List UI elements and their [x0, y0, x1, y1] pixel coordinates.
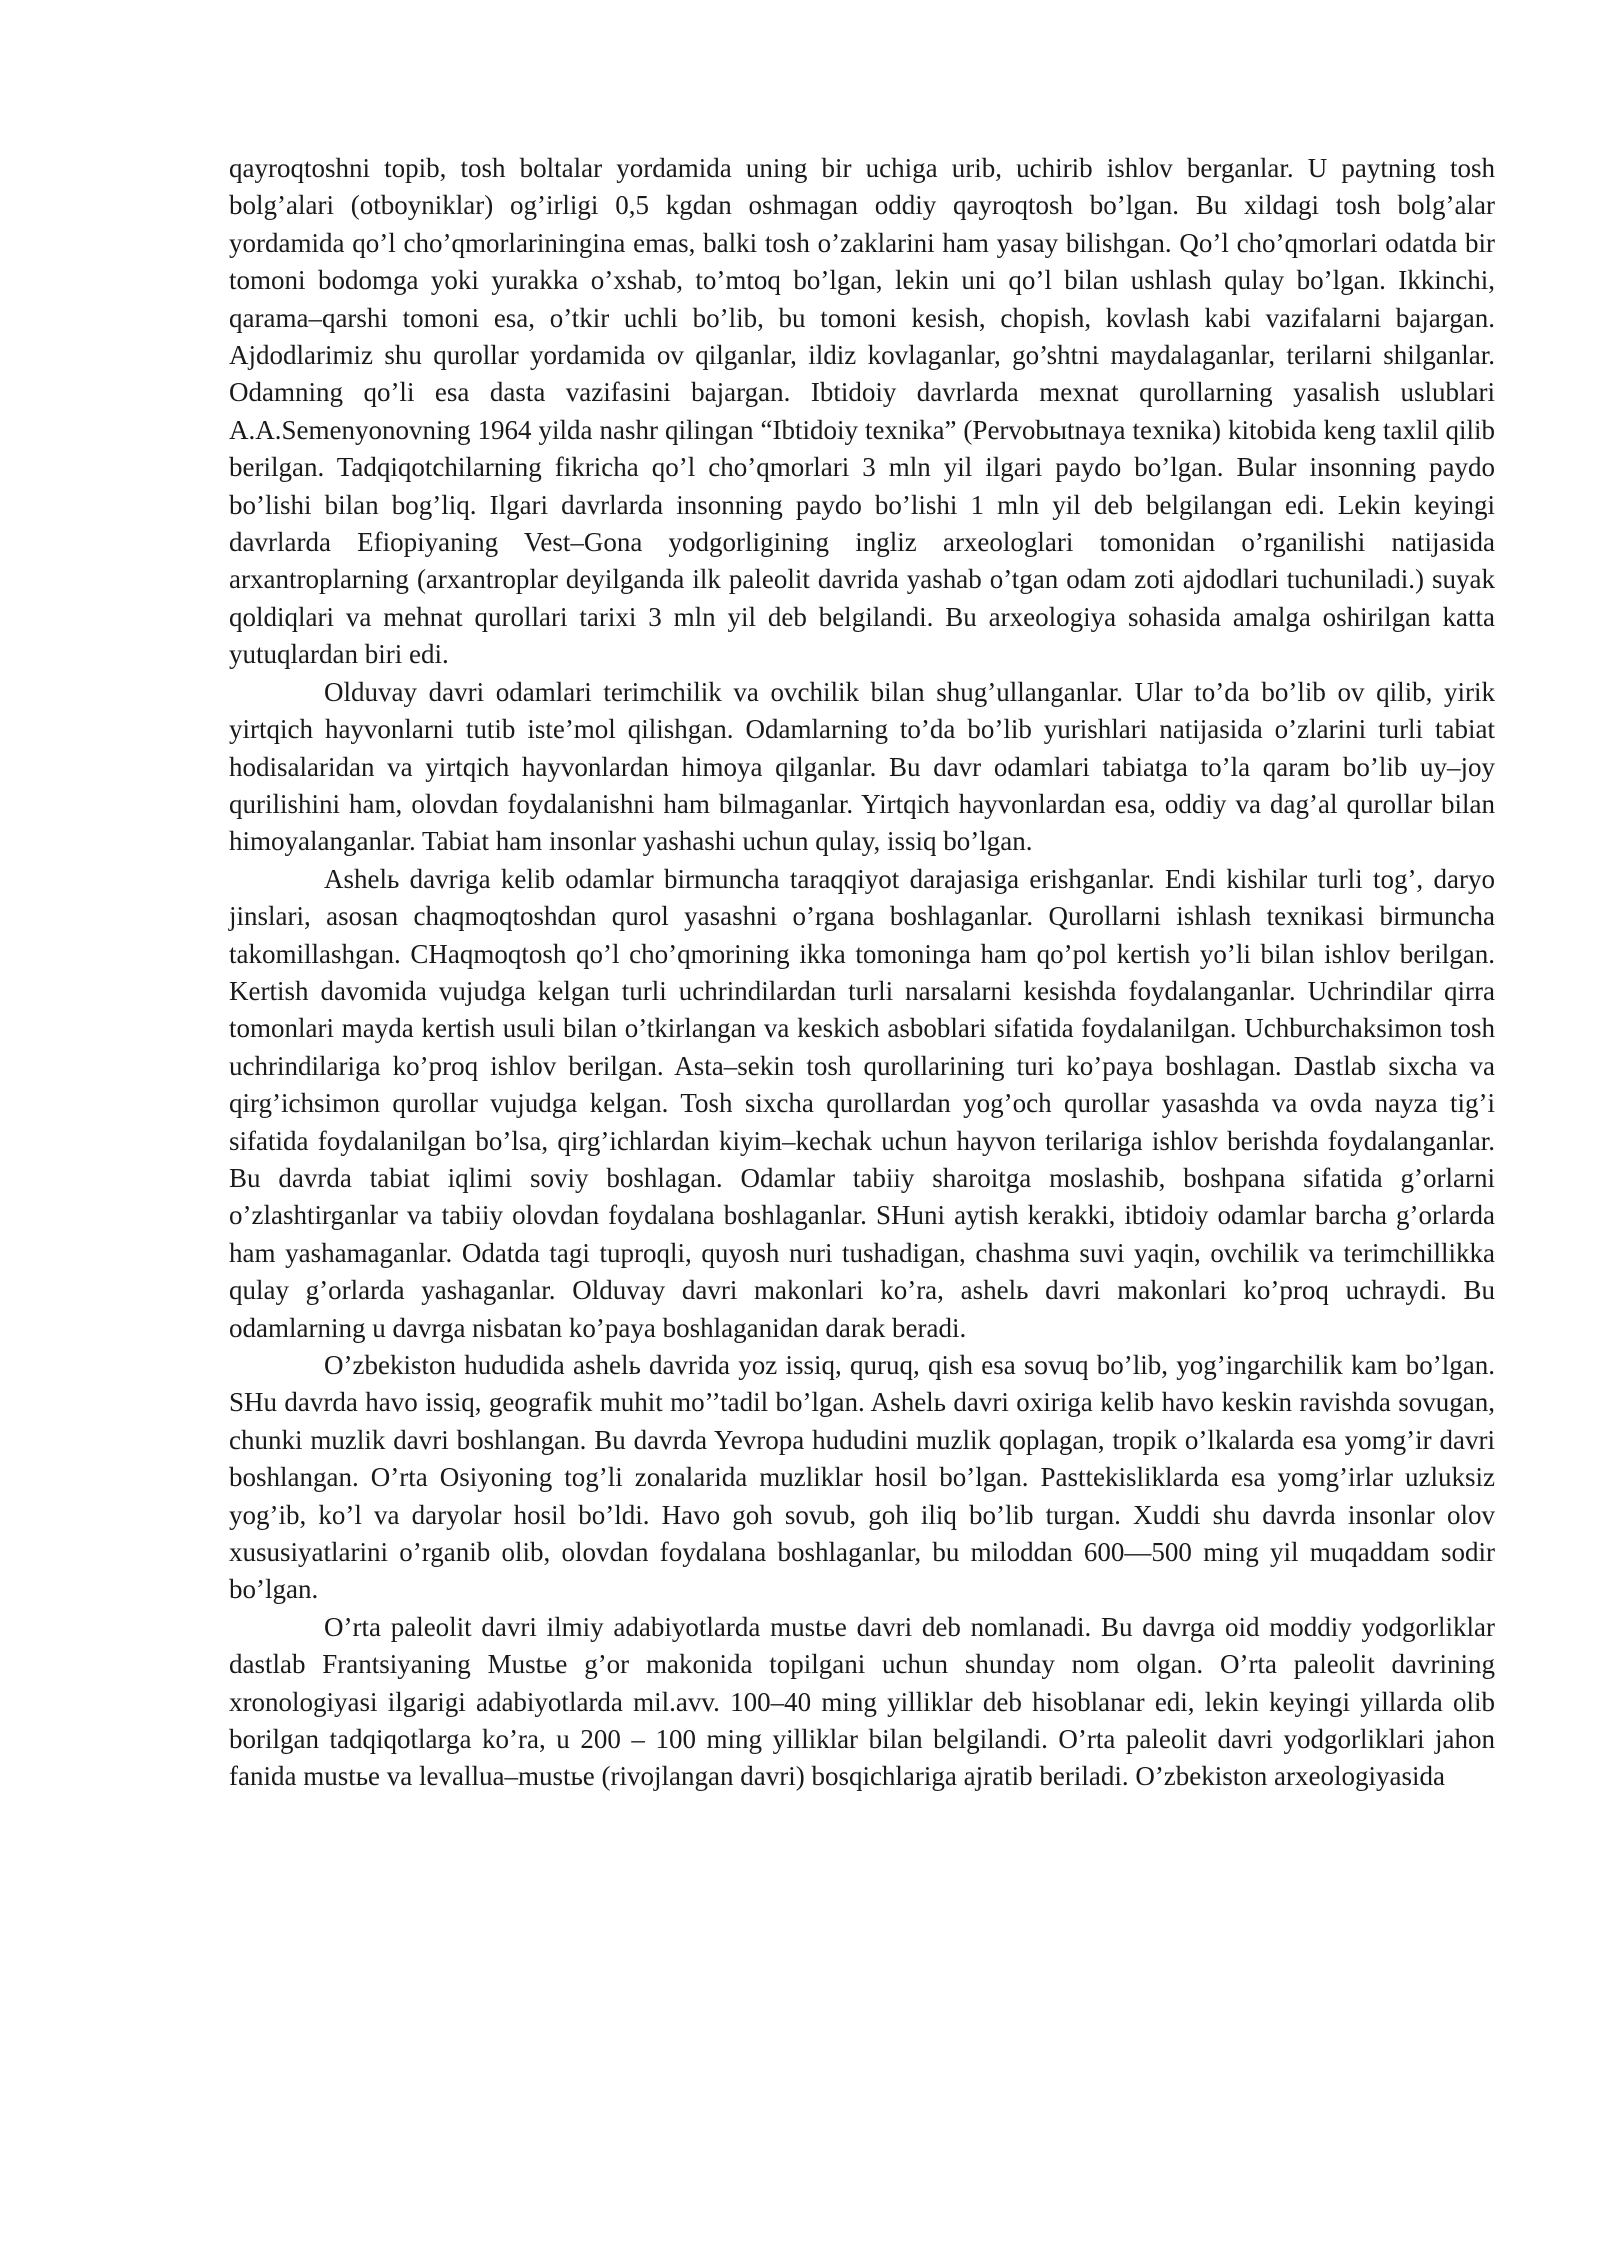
paragraph-1: qayroqtoshni topib, tosh boltalar yordamida uning bir uchiga urib, uchirib ishlov berganlar. U paytning tosh bolg’alari (otboyniklar) og’irligi 0,5 kgdan oshmagan oddiy qayroqtosh bo’lgan. Bu xildagi tosh bolg’alar yordamida qo’l cho’qmorlariningina emas, balki tosh o’zaklarini ham yasay bilishgan. Qo’l cho’qmorlari odatda bir tomoni bodomga yoki yurakka o’xshab, to’mtoq bo’lgan, lekin uni qo’l bilan ushlash qulay bo’lgan. Ikkinchi, qarama–qarshi tomoni esa, o’tkir uchli bo’lib, bu tomoni kesish, chopish, kovlash kabi vazifalarni bajargan. Ajdodlarimiz shu qurollar yordamida ov qilganlar, ildiz kovlaganlar, go’shtni maydalaganlar, terilarni shilganlar. Odamning qo’li esa dasta vazifasini bajargan. Ibtidoiy davrlarda mexnat qurollarning yasalish uslublari A.A.Semenyonovning 1964 yilda nashr qilingan “Ibtidoiy texnika” (Pervobыtnaya texnika) kitobida keng taxlil qilib berilgan. Tadqiqotchilarning fikricha qo’l cho’qmorlari 3 mln yil ilgari paydo bo’lgan. Bular insonning paydo bo’lishi bilan bog’liq. Ilgari davrlarda insonning paydo bo’lishi 1 mln yil deb belgilangan edi. Lekin keyingi davrlarda Efiopiyaning Vest–Gona yodgorligining ingliz arxeologlari tomonidan o’rganilishi natijasida arxantroplarning (arxantroplar deyilganda ilk paleolit davrida yashab o’tgan odam zoti ajdodlari tuchuniladi.) suyak qoldiqlari va mehnat qurollari tarixi 3 mln yil deb belgilandi. Bu arxeologiya sohasida amalga oshirilgan katta yutuqlardan biri edi. [229, 153, 1495, 670]
document-page [229, 150, 1495, 1796]
paragraph-3: Ashelь davriga kelib odamlar birmuncha taraqqiyot darajasiga erishganlar. Endi kishilar turli tog’, daryo jinslari, asosan chaqmoqtoshdan qurol yasashni o’rgana boshlaganlar. Qurollarni ishlash texnikasi birmuncha takomillashgan. CHaqmoqtosh qo’l cho’qmorining ikka tomoninga ham qo’pol kertish yo’li bilan ishlov berilgan. Kertish davomida vujudga kelgan turli uchrindilardan turli narsalarni kesishda foydalanganlar. Uchrindilar qirra tomonlari mayda kertish usuli bilan o’tkirlangan va keskich asboblari sifatida foydalanilgan. Uchburchaksimon tosh uchrindilariga ko’proq ishlov berilgan. Asta–sekin tosh qurollarining turi ko’paya boshlagan. Dastlab sixcha va qirg’ichsimon qurollar vujudga kelgan. Tosh sixcha qurollardan yog’och qurollar yasashda va ovda nayza tig’i sifatida foydalanilgan bo’lsa, qirg’ichlardan kiyim–kechak uchun hayvon terilariga ishlov berishda foydalanganlar. Bu davrda tabiat iqlimi soviy boshlagan. Odamlar tabiiy sharoitga moslashib, boshpana sifatida g’orlarni o’zlashtirganlar va tabiiy olovdan foydalana boshlaganlar. SHuni aytish kerakki, ibtidoiy odamlar barcha g’orlarda ham yashamaganlar. Odatda tagi tuproqli, quyosh nuri tushadigan, chashma suvi yaqin, ovchilik va terimchillikka qulay g’orlarda yashaganlar. Olduvay davri makonlari ko’ra, ashelь davri makonlari ko’proq uchraydi. Bu odamlarning u davrga nisbatan ko’paya boshlaganidan darak beradi. [229, 863, 1495, 1343]
paragraph-4: O’zbekiston hududida ashelь davrida yoz issiq, quruq, qish esa sovuq bo’lib, yog’ingarchilik kam bo’lgan. SHu davrda havo issiq, geografik muhit mo’’tadil bo’lgan. Ashelь davri oxiriga kelib havo keskin ravishda sovugan, chunki muzlik davri boshlangan. Bu davrda Yevropa hududini muzlik qoplagan, tropik o’lkalarda esa yomg’ir davri boshlangan. O’rta Osiyoning tog’li zonalarida muzliklar hosil bo’lgan. Pasttekisliklarda esa yomg’irlar uzluksiz yog’ib, ko’l va daryolar hosil bo’ldi. Havo goh sovub, goh iliq bo’lib turgan. Xuddi shu davrda insonlar olov xususiyatlarini o’rganib olib, olovdan foydalana boshlaganlar, bu miloddan 600—500 ming yil muqaddam sodir bo’lgan. [229, 1350, 1495, 1605]
paragraph-5: O’rta paleolit davri ilmiy adabiyotlarda mustьe davri deb nomlanadi. Bu davrga oid moddiy yodgorliklar dastlab Frantsiyaning Mustьe g’or makonida topilgani uchun shunday nom olgan. O’rta paleolit davrining xronologiyasi ilgarigi adabiyotlarda mil.avv. 100–40 ming yilliklar deb hisoblanar edi, lekin keyingi yillarda olib borilgan tadqiqotlarga ko’ra, u 200 – 100 ming yilliklar bilan belgilandi. O’rta paleolit davri yodgorliklari jahon fanida mustьe va levallua–mustьe (rivojlangan davri) bosqichlariga ajratib beriladi. O’zbekiston arxeologiyasida [229, 1611, 1495, 1792]
paragraph-2: Olduvay davri odamlari terimchilik va ovchilik bilan shug’ullanganlar. Ular to’da bo’lib ov qilib, yirik yirtqich hayvonlarni tutib iste’mol qilishgan. Odamlarning to’da bo’lib yurishlari natijasida o’zlarini turli tabiat hodisalaridan va yirtqich hayvonlardan himoya qilganlar. Bu davr odamlari tabiatga to’la qaram bo’lib uy–joy qurilishini ham, olovdan foydalanishni ham bilmaganlar. Yirtqich hayvonlardan esa, oddiy va dag’al qurollar bilan himoyalanganlar. Tabiat ham insonlar yashashi uchun qulay, issiq bo’lgan. [229, 676, 1495, 857]
